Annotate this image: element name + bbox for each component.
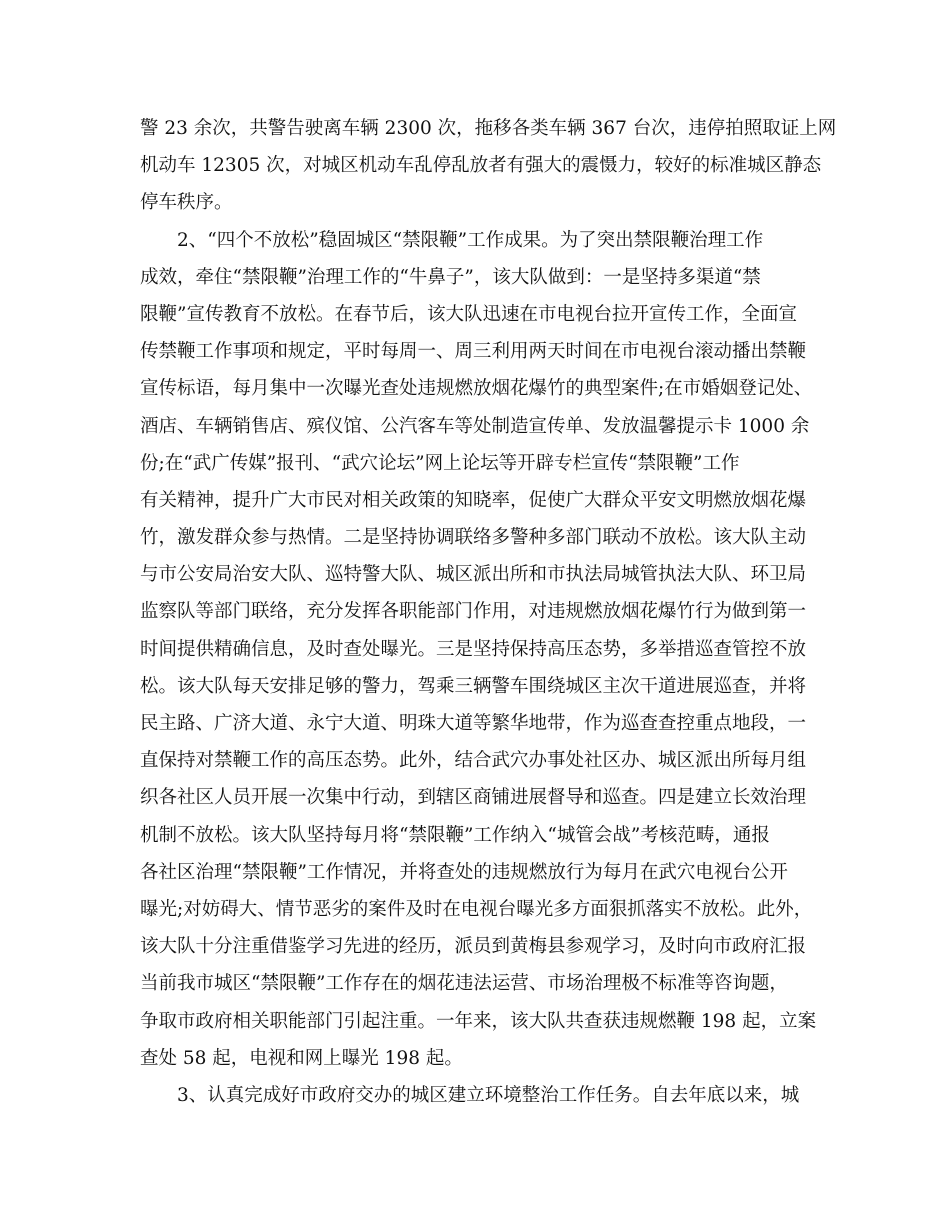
text-line: 传禁鞭工作事项和规定，平时每周一、周三利用两天时间在市电视台滚动播出禁鞭 <box>140 341 807 363</box>
text-line: 机制不放松。该大队坚持每月将“禁限鞭”工作纳入“城管会战”考核范畴，通报 <box>140 824 770 846</box>
text-line: 各社区治理“禁限鞭”工作情况，并将查处的违规燃放行为每月在武穴电视台公开 <box>140 861 788 883</box>
text-line: 曝光;对妨碍大、情节恶劣的案件及时在电视台曝光多方面狠抓落实不放松。此外， <box>140 898 813 920</box>
text-line: 争取市政府相关职能部门引起注重。一年来，该大队共查获违规燃鞭 198 起，立案 <box>140 1010 817 1032</box>
text-line: 成效，牵住“禁限鞭”治理工作的“牛鼻子”，该大队做到：一是坚持多渠道“禁 <box>140 266 761 288</box>
text-line: 监察队等部门联络，充分发挥各职能部门作用，对违规燃放烟花爆竹行为做到第一 <box>140 601 807 623</box>
text-line: 份;在“武广传媒”报刊、“武穴论坛”网上论坛等开辟专栏宣传“禁限鞭”工作 <box>140 452 740 474</box>
text-line: 停车秩序。 <box>140 192 233 214</box>
text-line: 限鞭”宣传教育不放松。在春节后，该大队迅速在市电视台拉开宣传工作，全面宣 <box>140 303 797 325</box>
text-line: 该大队十分注重借鉴学习先进的经历，派员到黄梅县参观学习，及时向市政府汇报 <box>140 936 807 958</box>
text-line: 当前我市城区“禁限鞭”工作存在的烟花违法运营、市场治理极不标准等咨询题， <box>140 973 788 995</box>
text-line: 机动车 12305 次，对城区机动车乱停乱放者有强大的震慑力，较好的标准城区静态 <box>140 155 822 177</box>
text-line: 有关精神，提升广大市民对相关政策的知晓率，促使广大群众平安文明燃放烟花爆 <box>140 489 807 511</box>
text-line: 警 23 余次，共警告驶离车辆 2300 次，拖移各类车辆 367 台次，违停拍照取证上网 <box>140 118 837 139</box>
text-line: 竹，激发群众参与热情。二是坚持协调联络多警种多部门联动不放松。该大队主动 <box>140 527 807 549</box>
text-line: 松。该大队每天安排足够的警力，驾乘三辆警车围绕城区主次干道进展巡查，并将 <box>140 675 807 697</box>
text-line: 酒店、车辆销售店、殡仪馆、公汽客车等处制造宣传单、发放温馨提示卡 1000 余 <box>140 415 810 437</box>
paragraph-start-line: 2、“四个不放松”稳固城区“禁限鞭”工作成果。为了突出禁限鞭治理工作 <box>177 229 764 251</box>
text-line: 直保持对禁鞭工作的高压态势。此外，结合武穴办事处社区办、城区派出所每月组 <box>140 750 807 772</box>
text-line: 宣传标语，每月集中一次曝光查处违规燃放烟花爆竹的典型案件;在市婚姻登记处、 <box>140 378 813 400</box>
document-body <box>140 110 837 1114</box>
text-line: 织各社区人员开展一次集中行动，到辖区商铺进展督导和巡查。四是建立长效治理 <box>140 787 807 809</box>
paragraph-start-line: 3、认真完成好市政府交办的城区建立环境整治工作任务。自去年底以来，城 <box>177 1084 800 1106</box>
text-line: 与市公安局治安大队、巡特警大队、城区派出所和市执法局城管执法大队、环卫局 <box>140 564 807 586</box>
text-line: 时间提供精确信息，及时查处曝光。三是坚持保持高压态势，多举措巡查管控不放 <box>140 638 807 660</box>
text-line: 民主路、广济大道、永宁大道、明珠大道等繁华地带，作为巡查查控重点地段，一 <box>140 713 807 734</box>
text-line: 查处 58 起，电视和网上曝光 198 起。 <box>140 1047 463 1069</box>
